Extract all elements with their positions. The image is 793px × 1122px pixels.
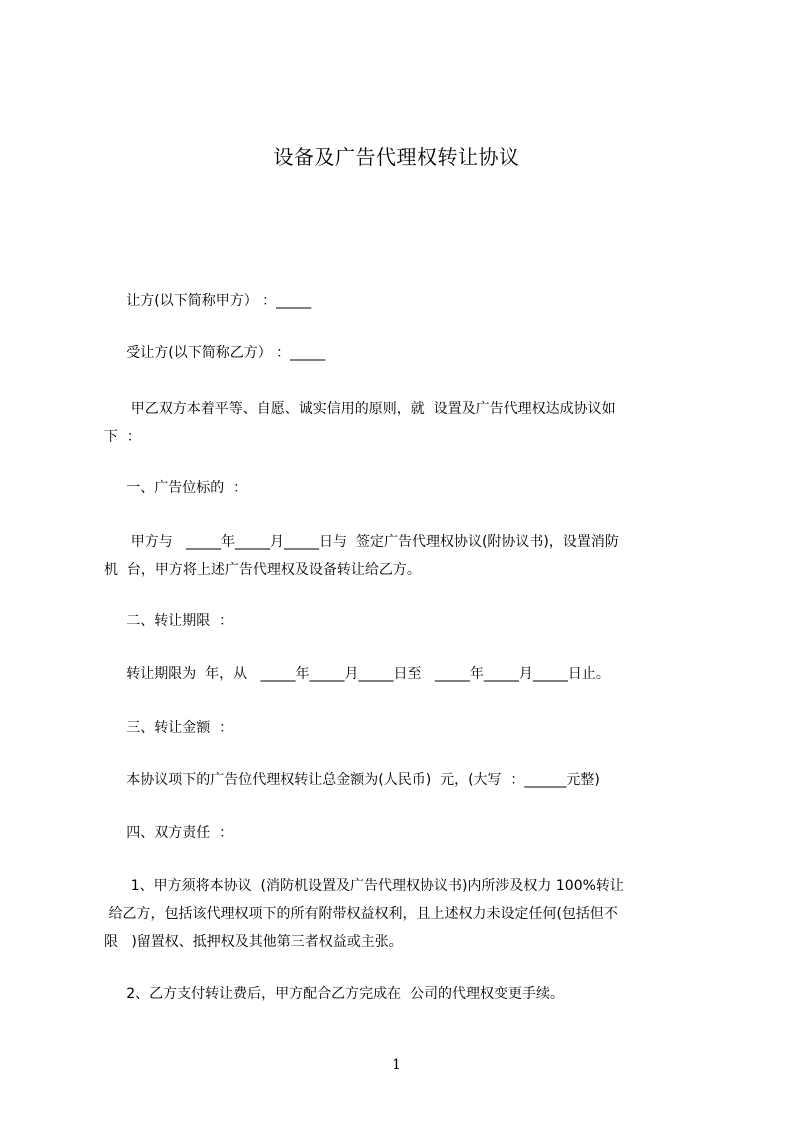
- clause-1-line-3: 限 )留置权、抵押权及其他第三者权益或主张。: [104, 934, 403, 950]
- transferee-line: 受让方(以下简称乙方） ：_____: [104, 345, 326, 361]
- section-3-text: 本协议项下的广告位代理权转让总金额为(人民币) 元，(大写 ：______元整): [104, 772, 600, 788]
- document-title: 设备及广告代理权转让协议: [273, 145, 520, 169]
- section-2-heading: 二、转让期限 ：: [104, 613, 234, 629]
- clause-2-line: 2、乙方支付转让费后，甲方配合乙方完成在 公司的代理权变更手续。: [104, 986, 565, 1002]
- section-3-heading: 三、转让金额 ：: [104, 720, 234, 736]
- section-1-text-line-1: 甲方与 _____年_____月_____日与 签定广告代理权协议(附协议书)，设置消防: [104, 534, 619, 550]
- clause-1-line-1: 1、甲方须将本协议 (消防机设置及广告代理权协议书)内所涉及权力 100%转让: [104, 878, 624, 894]
- section-4-heading: 四、双方责任 ：: [104, 825, 234, 841]
- section-1-text-line-2: 机 台，甲方将上述广告代理权及设备转让给乙方。: [104, 562, 421, 578]
- clause-1-line-2: 给乙方，包括该代理权项下的所有附带权益权利，且上述权力未设定任何(包括但不: [104, 906, 618, 922]
- section-1-heading: 一、广告位标的 ：: [104, 480, 248, 496]
- preamble-line-1: 甲乙双方本着平等、自愿、诚实信用的原则，就 设置及广告代理权达成协议如: [104, 401, 616, 417]
- preamble-line-2: 下 ：: [104, 429, 141, 445]
- transferor-line: 让方(以下简称甲方） ：_____: [104, 293, 312, 309]
- page-number: 1: [392, 1057, 401, 1073]
- section-2-text: 转让期限为 年，从 _____年_____月_____日至 _____年_____月_____日止。: [104, 666, 610, 682]
